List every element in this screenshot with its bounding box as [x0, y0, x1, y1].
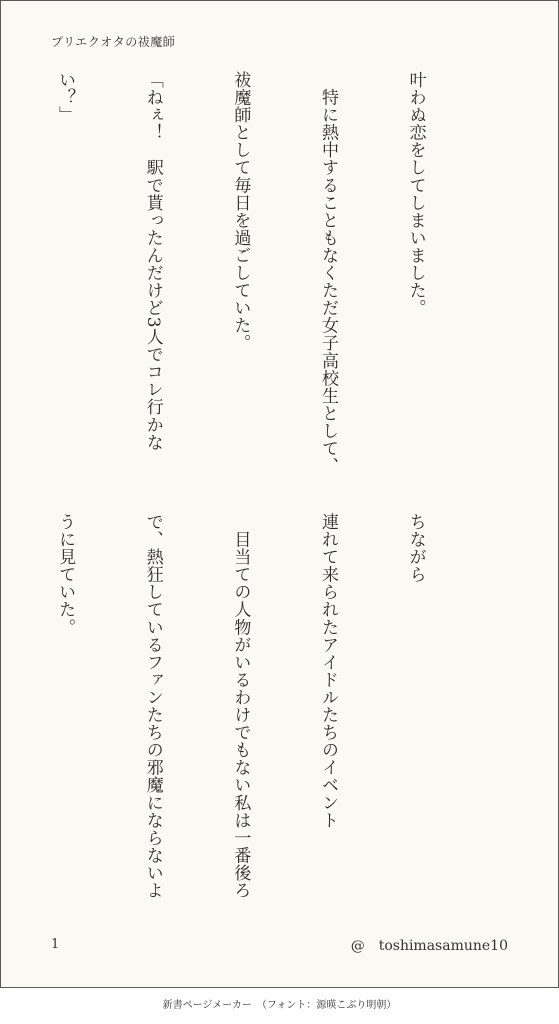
text-line: で、熱狂しているファンたちの邪魔にならないよ — [142, 513, 163, 900]
text-line: 叶わぬ恋をしてしまいました。 — [405, 71, 426, 317]
author-handle: @ toshimasamune10 — [350, 938, 508, 954]
book-title: プリエクオタの祓魔師 — [51, 35, 176, 49]
text-line: い？」 — [55, 71, 76, 124]
text-line: 祓魔師として毎日を過ごしていた。 — [230, 71, 251, 352]
text-line: 目当ての人物がいるわけでもない私は一番後ろ — [230, 513, 251, 900]
generator-credit: 新書ページメーカー （フォント：源暎こぶり明朝） — [162, 1000, 397, 1011]
text-line: ちながら — [405, 513, 426, 584]
page-number: 1 — [51, 937, 60, 952]
text-line: 特に熱中することもなくただ女子高校生として、 — [317, 71, 338, 475]
text-line: うに見ていた。 — [55, 513, 76, 636]
text-block-bottom — [0, 513, 488, 933]
text-line: 「ねぇ！ 駅で貰ったんだけど3人でコレ行かな — [142, 71, 163, 451]
text-block-top — [0, 71, 488, 491]
text-line: 連れて来られたアイドルたちのイベント — [317, 513, 338, 829]
